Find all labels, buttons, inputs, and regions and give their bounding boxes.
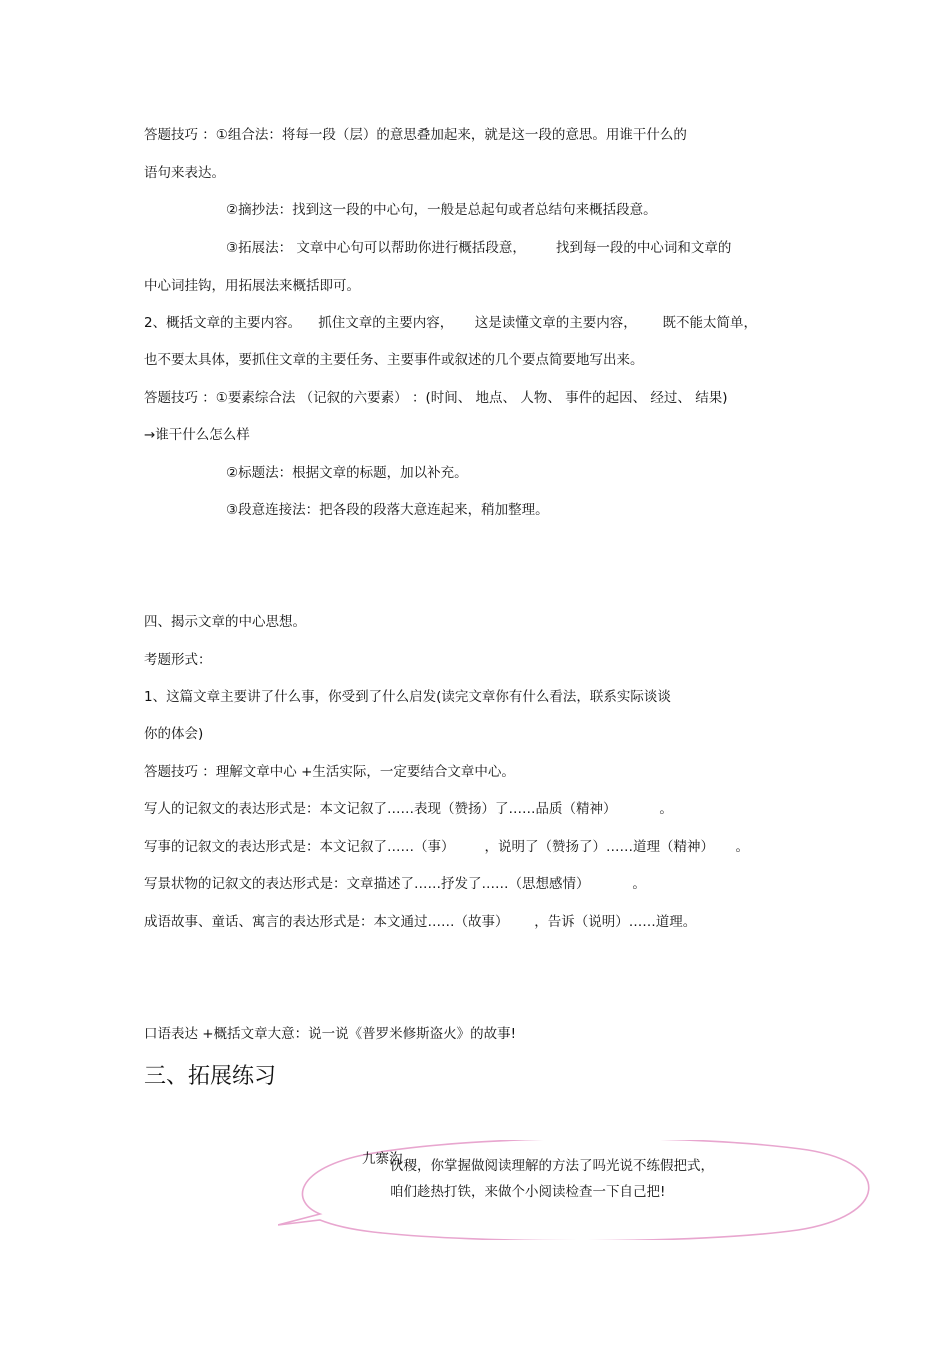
tip-elements-cont: →谁干什么怎么样 [144,427,250,443]
method-expand-cont: 中心词挂钩，用拓展法来概括即可。 [144,278,360,294]
bubble-overlay-text: 九寨沟 [362,1151,403,1167]
section-four-title: 四、揭示文章的中心思想。 [144,614,306,630]
speech-bubble [278,1140,878,1240]
method-excerpt: ②摘抄法：找到这一段的中心句，一般是总起句或者总结句来概括段意。 [226,202,657,218]
bubble-line-1: 伙稷，你掌握做阅读理解的方法了吗光说不练假把式， [390,1158,714,1174]
question-form-label: 考题形式： [144,652,212,668]
form-event: 写事的记叙文的表达形式是：本文记叙了……（事） ，说明了（赞扬了）……道理（精神） 。 [144,839,749,855]
tip-elements: 答题技巧 ：①要素综合法 （记叙的六要素） ：(时间、 地点、 人物、 事件的起因、 经过、 结果) [144,390,728,406]
item-2-body: 也不要太具体，要抓住文章的主要任务、主要事件或叙述的几个要点简要地写出来。 [144,352,644,368]
form-person: 写人的记叙文的表达形式是：本文记叙了……表现（赞扬）了……品质（精神） 。 [144,801,673,817]
question-1: 1、这篇文章主要讲了什么事，你受到了什么启发(读完文章你有什么看法，联系实际谈谈 [144,689,671,705]
question-1-cont: 你的体会) [144,726,204,742]
tip-line-2: 语句来表达。 [144,165,225,181]
tip-center: 答题技巧 ：理解文章中心 +生活实际，一定要结合文章中心。 [144,764,515,780]
method-connect: ③段意连接法：把各段的段落大意连起来，稍加整理。 [226,502,549,518]
oral-task: 口语表达 +概括文章大意：说一说《普罗米修斯盗火》的故事! [144,1026,517,1042]
method-expand: ③拓展法： 文章中心句可以帮助你进行概括段意， 找到每一段的中心词和文章的 [226,240,732,256]
section-heading: 三、拓展练习 [144,1064,277,1089]
tip-line-1: 答题技巧 ：①组合法：将每一段（层）的意思叠加起来，就是这一段的意思。用谁干什么的 [144,127,687,143]
form-story: 成语故事、童话、寓言的表达形式是：本文通过……（故事） ，告诉（说明）……道理。 [144,914,697,930]
method-title: ②标题法：根据文章的标题，加以补充。 [226,465,468,481]
bubble-line-2: 咱们趁热打铁，来做个小阅读检查一下自己把! [390,1184,666,1200]
item-2-title: 2、概括文章的主要内容。 抓住文章的主要内容， 这是读懂文章的主要内容， 既不能太简单， [144,315,757,331]
form-scene: 写景状物的记叙文的表达形式是：文章描述了……抒发了……（思想感情） 。 [144,876,646,892]
